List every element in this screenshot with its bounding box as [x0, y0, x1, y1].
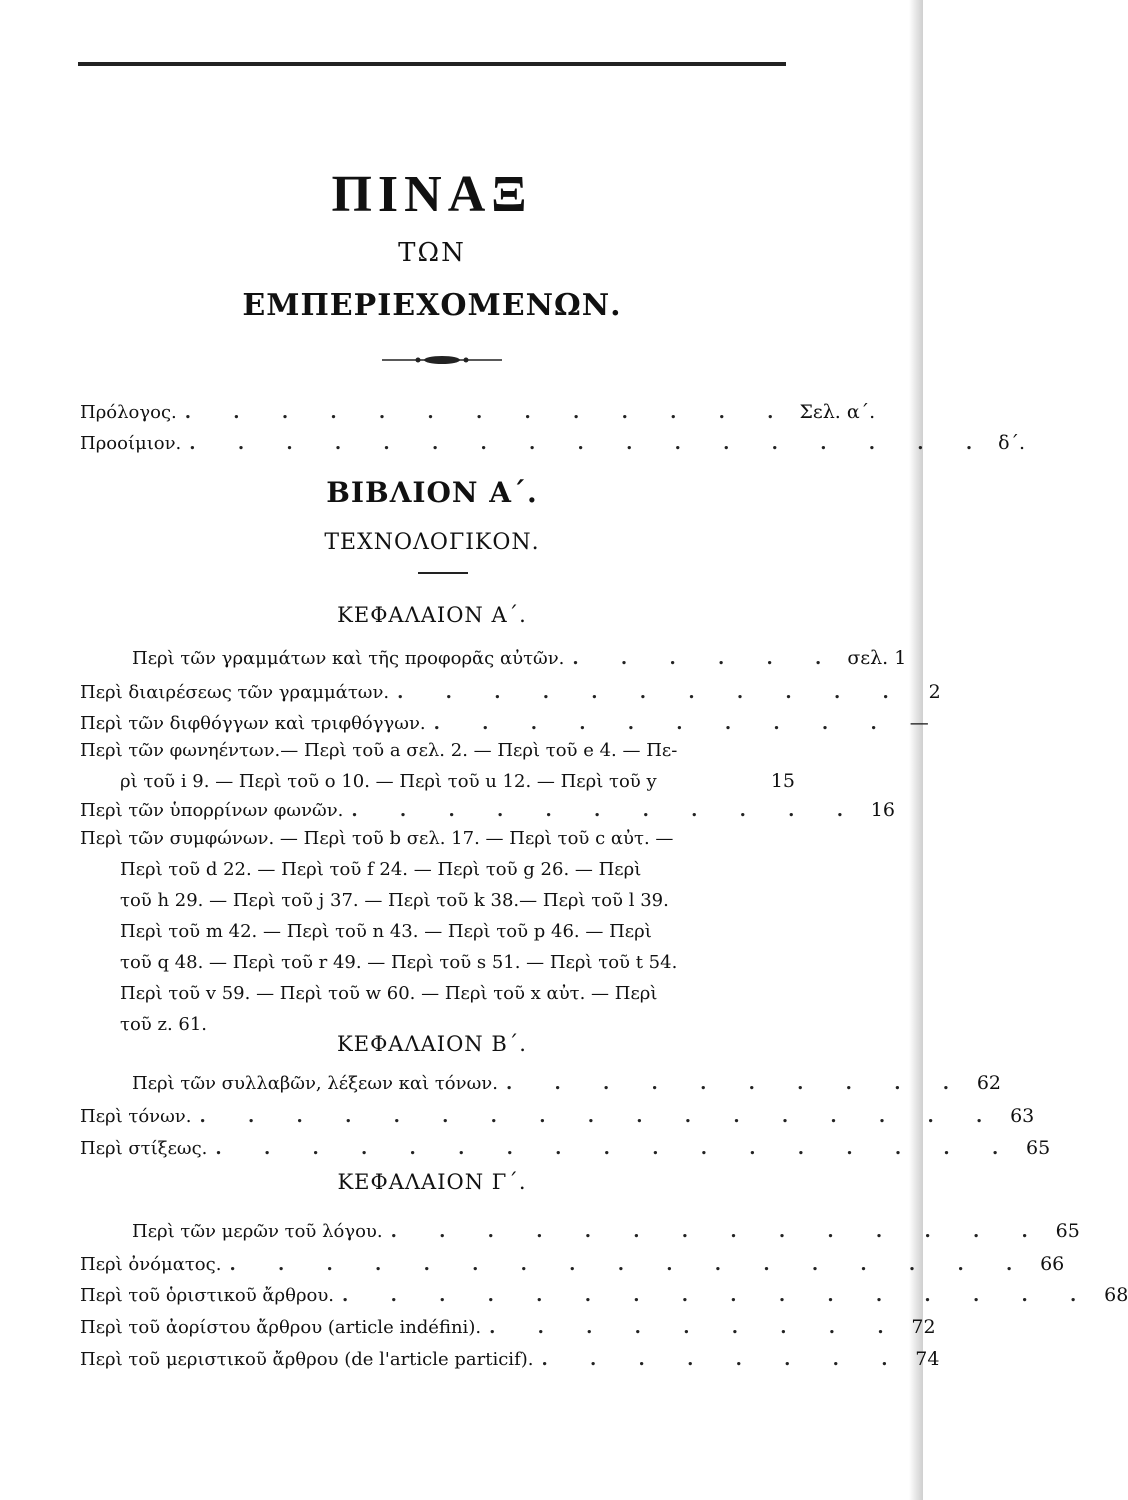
page-title: ΠΙΝΑΞ — [331, 166, 533, 223]
chapter-3-heading: ΚΕΦΑΛΑΙΟΝ Γ΄. — [337, 1170, 527, 1194]
leader-dots: . . . . . . . . — [541, 1349, 906, 1370]
toc-entry-prooimion[interactable] — [80, 428, 1026, 458]
entry-label: Περὶ τῶν ὑπορρίνων φωνῶν. — [80, 800, 344, 821]
entry-label: Περὶ τοῦ ἀορίστου ἄρθρου (article indéfini). — [80, 1317, 482, 1338]
entry-text-line: Περὶ τοῦ v 59. — Περὶ τοῦ w 60. — Περὶ τοῦ x αὐτ. — Περὶ — [120, 983, 658, 1004]
chapter-2-heading: ΚΕΦΑΛΑΙΟΝ Β΄. — [337, 1032, 527, 1056]
toc-entry[interactable] — [80, 708, 929, 738]
ornament-divider-icon — [382, 354, 502, 366]
entry-text-line: Περὶ τῶν φωνηέντων.— Περὶ τοῦ a σελ. 2. — Περὶ τοῦ e 4. — Πε- — [80, 740, 678, 761]
toc-entry[interactable] — [80, 1216, 1080, 1246]
toc-entry[interactable] — [80, 1068, 1002, 1098]
toc-entry[interactable] — [80, 1280, 1128, 1310]
entry-text-line: Περὶ τῶν συμφώνων. — Περὶ τοῦ b σελ. 17. — Περὶ τοῦ c αὐτ. — — [80, 828, 674, 849]
entry-label: Περὶ τῶν συλλαβῶν, λέξεων καὶ τόνων. — [132, 1073, 498, 1094]
entry-label: Προοίμιον. — [80, 433, 182, 454]
leader-dots: . . . . . . . . . . . — [351, 800, 861, 821]
toc-entry-consonants[interactable] — [80, 823, 780, 1040]
entry-text-line: τοῦ q 48. — Περὶ τοῦ r 49. — Περὶ τοῦ s 51. — Περὶ τοῦ t 54. — [120, 952, 678, 973]
section-rule — [418, 572, 468, 574]
leader-dots: . . . . . . . . . . . . . . . . . — [229, 1254, 1031, 1275]
entry-page: 68 — [1104, 1284, 1128, 1306]
entry-page: 62 — [976, 1072, 1002, 1094]
title-subtitle-2: ΕΜΠΕΡΙΕΧΟΜΕΝΩΝ. — [242, 288, 622, 323]
leader-dots: . . . . . . . . . . — [433, 713, 895, 734]
top-rule — [78, 62, 786, 66]
entry-page: 16 — [870, 799, 895, 821]
section-heading: ΤΕΧΝΟΛΟΓΙΚΟΝ. — [324, 530, 540, 555]
leader-dots: . . . . . . — [572, 648, 840, 669]
entry-page: 65 — [1026, 1137, 1051, 1159]
toc-entry[interactable] — [80, 1249, 1065, 1279]
vowels-page-row — [740, 766, 795, 796]
entry-page: — — [909, 712, 929, 734]
entry-page: 15 — [770, 770, 795, 792]
toc-entry[interactable] — [80, 1133, 1051, 1163]
toc-entry[interactable] — [80, 677, 941, 707]
entry-page: 66 — [1040, 1253, 1065, 1275]
book-heading: ΒΙΒΛΙΟΝ Α΄. — [326, 476, 538, 509]
leader-dots: . . . . . . . . . . . . . — [184, 402, 792, 423]
entry-label: Περὶ τῶν διφθόγγων καὶ τριφθόγγων. — [80, 713, 426, 734]
entry-label: Περὶ ὀνόματος. — [80, 1254, 222, 1275]
entry-page: Σελ. α΄. — [799, 401, 876, 423]
entry-page: δ΄. — [998, 432, 1026, 454]
entry-page: 2 — [928, 681, 941, 703]
leader-dots: . . . . . . . . . . . . . . . . — [342, 1285, 1095, 1306]
leader-dots: . . . . . . . . . . . . . . . . . — [189, 433, 991, 454]
leader-dots: . . . . . . . . . . . . . . — [390, 1221, 1046, 1242]
toc-entry[interactable] — [80, 795, 895, 825]
entry-label: Περὶ τῶν μερῶν τοῦ λόγου. — [132, 1221, 383, 1242]
toc-entry-prologue[interactable] — [80, 397, 876, 427]
title-subtitle-1: ΤΩΝ — [398, 238, 466, 268]
entry-label: Περὶ τόνων. — [80, 1106, 192, 1127]
entry-text-line: τοῦ z. 61. — [120, 1014, 208, 1035]
toc-entry[interactable] — [80, 643, 907, 673]
entry-label: Περὶ τῶν γραμμάτων καὶ τῆς προφορᾶς αὐτῶν. — [132, 648, 565, 669]
entry-label: Περὶ τοῦ μεριστικοῦ ἄρθρου (de l'article particif). — [80, 1349, 534, 1370]
toc-entry[interactable] — [80, 1312, 936, 1342]
entry-page: 65 — [1055, 1220, 1080, 1242]
toc-entry[interactable] — [80, 1344, 940, 1374]
leader-dots: . . . . . . . . . . . . . . . . . — [215, 1138, 1017, 1159]
entry-page: 74 — [915, 1348, 940, 1370]
entry-text-line: τοῦ h 29. — Περὶ τοῦ j 37. — Περὶ τοῦ k 38.— Περὶ τοῦ l 39. — [120, 890, 669, 911]
entry-text-line: Περὶ τοῦ d 22. — Περὶ τοῦ f 24. — Περὶ τοῦ g 26. — Περὶ — [120, 859, 642, 880]
entry-label: Περὶ τοῦ ὁριστικοῦ ἄρθρου. — [80, 1285, 335, 1306]
leader-dots: . . . . . . . . . . — [505, 1073, 968, 1094]
entry-page: 63 — [1010, 1105, 1035, 1127]
leader-dots: . . . . . . . . . . . . . . . . . — [199, 1106, 1001, 1127]
entry-label: Περὶ διαιρέσεως τῶν γραμμάτων. — [80, 682, 390, 703]
toc-entry[interactable] — [80, 1101, 1035, 1131]
entry-text-line: ρὶ τοῦ i 9. — Περὶ τοῦ o 10. — Περὶ τοῦ u 12. — Περὶ τοῦ y — [120, 771, 657, 792]
entry-label: Περὶ στίξεως. — [80, 1138, 208, 1159]
leader-dots: . . . . . . . . . . . — [397, 682, 907, 703]
entry-page: 72 — [911, 1316, 936, 1338]
leader-dots: . . . . . . . . . — [489, 1317, 902, 1338]
entry-page: σελ. 1 — [847, 647, 907, 669]
entry-label: Πρόλογος. — [80, 402, 177, 423]
entry-text-line: Περὶ τοῦ m 42. — Περὶ τοῦ n 43. — Περὶ τοῦ p 46. — Περὶ — [120, 921, 652, 942]
chapter-1-heading: ΚΕΦΑΛΑΙΟΝ Α΄. — [337, 603, 527, 627]
toc-entry-vowels[interactable] — [80, 735, 740, 797]
